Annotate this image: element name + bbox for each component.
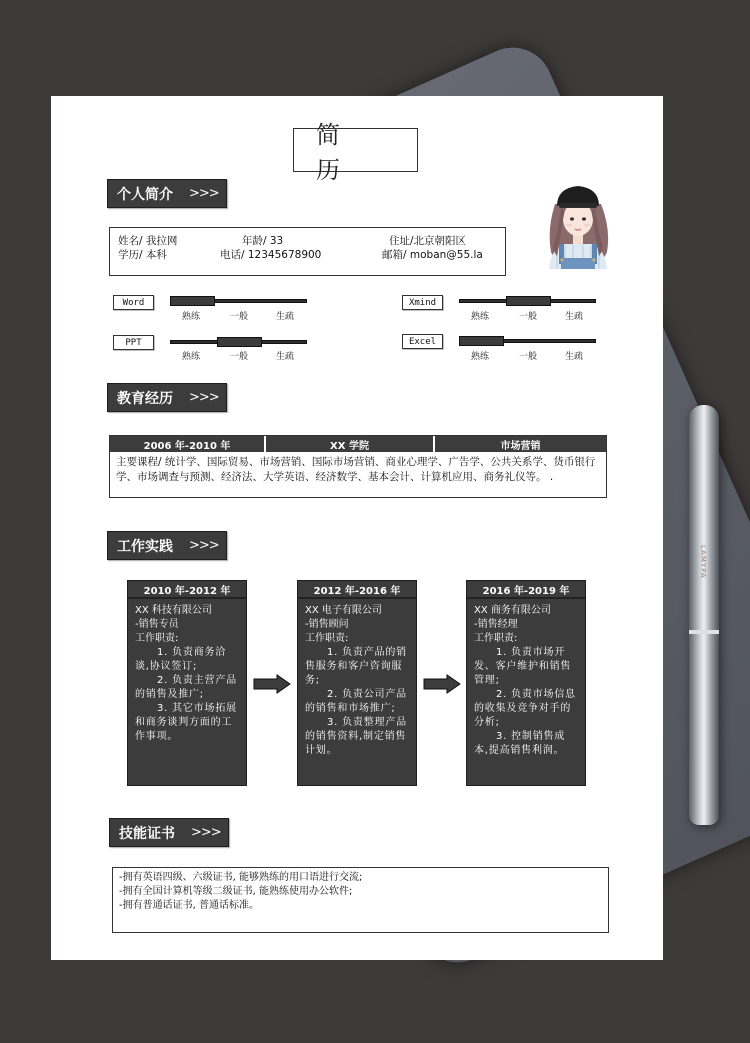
- job-duty: 3. 负责整理产品的销售资料,制定销售计划。: [305, 717, 407, 756]
- skill-scale-excel: [459, 349, 596, 361]
- skill-level-indicator: [217, 337, 262, 347]
- section-header-profile: [107, 179, 227, 208]
- skill-level-indicator: [170, 296, 215, 306]
- skill-label-xmind: Xmind: [402, 295, 443, 310]
- pen-decoration: [689, 405, 719, 825]
- tick-proficient: 熟练: [182, 352, 201, 362]
- job-duty-label: 工作职责:: [135, 633, 179, 644]
- job-period: 2012 年-2016 年: [298, 581, 416, 599]
- job-role: -销售专员: [135, 619, 179, 630]
- education-table: [109, 435, 607, 498]
- profile-name: 姓名/ 我拉网: [118, 235, 178, 247]
- job-duty-label: 工作职责:: [474, 633, 518, 644]
- education-school: XX 学院: [266, 436, 435, 452]
- job-duty: 2. 负责市场信息的收集及竞争对手的分析;: [474, 689, 576, 728]
- job-company: XX 电子有限公司: [305, 605, 382, 616]
- avatar: [535, 174, 621, 269]
- pen-brand-text: LAMYPA: [699, 545, 707, 579]
- job-card: [127, 580, 247, 786]
- job-period: 2016 年-2019 年: [467, 581, 585, 599]
- education-table-header: [110, 436, 606, 452]
- profile-phone: 电话/ 12345678900: [220, 249, 322, 261]
- profile-degree: 学历/ 本科: [118, 249, 167, 261]
- chevrons-icon: >>>: [189, 186, 219, 201]
- job-card: [297, 580, 417, 786]
- tick-unfamiliar: 生疏: [276, 312, 295, 322]
- education-courses: 主要课程/ 统计学、国际贸易、市场营销、国际市场营销、商业心理学、广告学、公共关系学、货币银行学、市场调查与预测、经济法、大学英语、经济数学、基本会计、计算机应用、商务礼仪等。 .: [116, 456, 596, 483]
- job-role: -销售顾问: [305, 619, 349, 630]
- section-header-education: [107, 383, 227, 412]
- job-details: [467, 599, 585, 758]
- section-header-work: [107, 531, 227, 560]
- job-duty: 2. 负责公司产品的销售和市场推广;: [305, 689, 407, 714]
- education-major: 市场营销: [500, 440, 541, 452]
- tick-unfamiliar: 生疏: [565, 312, 584, 322]
- tick-average: 一般: [519, 312, 538, 322]
- job-duty: 1. 负责商务洽谈,协议签订;: [135, 647, 227, 672]
- job-details: [298, 599, 416, 758]
- profile-age: 年龄/ 33: [242, 235, 284, 247]
- job-duty: 2. 负责主营产品的销售及推广;: [135, 675, 237, 700]
- profile-info-box: [109, 227, 506, 276]
- education-period: 2006 年-2010 年: [110, 436, 266, 452]
- skill-level-indicator: [459, 336, 504, 346]
- resume-title: 简 历: [293, 128, 418, 172]
- arrow-right-icon: [253, 674, 291, 694]
- skill-bar-word: [170, 299, 307, 303]
- skill-scale-xmind: [459, 309, 596, 321]
- job-duty: 3. 控制销售成本,提高销售利润。: [474, 731, 566, 756]
- job-period: 2010 年-2012 年: [128, 581, 246, 599]
- profile-email: 邮箱/ moban@55.la: [382, 249, 483, 261]
- profile-address: 住址/北京朝阳区: [389, 235, 467, 247]
- skill-scale-ppt: [170, 349, 307, 361]
- pen-band: [689, 630, 719, 634]
- tick-unfamiliar: 生疏: [565, 352, 584, 362]
- skill-label-excel: Excel: [402, 334, 443, 349]
- job-duty: 3. 其它市场拓展和商务谈判方面的工作事项。: [135, 703, 237, 742]
- section-label: 技能证书: [119, 825, 175, 842]
- skill-scale-word: [170, 309, 307, 321]
- chevrons-icon: >>>: [191, 825, 221, 840]
- job-role: -销售经理: [474, 619, 518, 630]
- section-label: 工作实践: [117, 538, 173, 555]
- tick-unfamiliar: 生疏: [276, 352, 295, 362]
- skill-level-indicator: [506, 296, 551, 306]
- section-label: 教育经历: [117, 390, 173, 407]
- section-header-certificates: [109, 818, 229, 847]
- tick-average: 一般: [230, 312, 249, 322]
- tick-proficient: 熟练: [471, 312, 490, 322]
- skill-bar-excel: [459, 339, 596, 343]
- skill-bar-xmind: [459, 299, 596, 303]
- skill-label-word: Word: [113, 295, 154, 310]
- job-duty-label: 工作职责:: [305, 633, 349, 644]
- arrow-right-icon: [423, 674, 461, 694]
- certificate-item: -拥有英语四级、六级证书, 能够熟练的用口语进行交流;: [119, 872, 363, 883]
- job-duty: 1. 负责市场开发、客户维护和销售管理;: [474, 647, 572, 686]
- certificates-box: [112, 867, 609, 933]
- skill-bar-ppt: [170, 340, 307, 344]
- skill-label-ppt: PPT: [113, 335, 154, 350]
- job-card: [466, 580, 586, 786]
- chevrons-icon: >>>: [189, 538, 219, 553]
- tick-proficient: 熟练: [471, 352, 490, 362]
- certificate-item: -拥有普通话证书, 普通话标准。: [119, 900, 259, 911]
- job-duty: 1. 负责产品的销售服务和客户咨询服务;: [305, 647, 407, 686]
- chevrons-icon: >>>: [189, 390, 219, 405]
- resume-page: [51, 96, 663, 960]
- certificate-item: -拥有全国计算机等级二级证书, 能熟练使用办公软件;: [119, 886, 353, 897]
- job-company: XX 科技有限公司: [135, 605, 212, 616]
- tick-average: 一般: [519, 352, 538, 362]
- job-company: XX 商务有限公司: [474, 605, 551, 616]
- job-details: [128, 599, 246, 744]
- tick-average: 一般: [230, 352, 249, 362]
- section-label: 个人简介: [117, 186, 173, 203]
- tick-proficient: 熟练: [182, 312, 201, 322]
